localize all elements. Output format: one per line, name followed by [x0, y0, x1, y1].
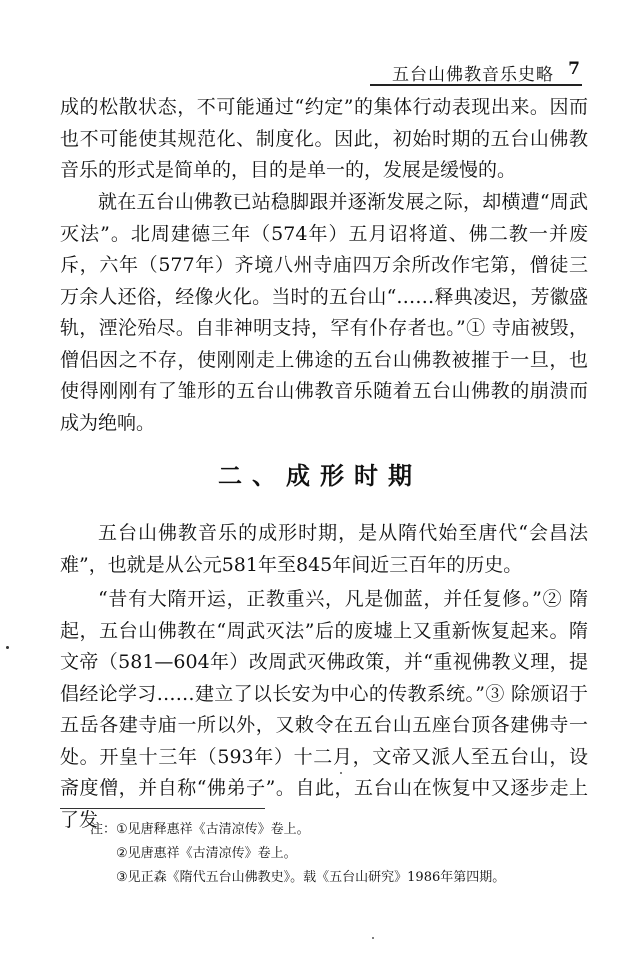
running-header-title: 五台山佛教音乐史略 [392, 65, 554, 85]
footnote-text: 见唐释惠祥《古清凉传》卷上。 [127, 822, 310, 837]
scan-speck [372, 937, 374, 939]
footnote-indent [90, 866, 116, 890]
footnote-intro: 注： [90, 822, 117, 837]
paragraph-zhou-wu-persecution [60, 187, 588, 439]
paragraph-text: 五台山佛教音乐的成形时期，是从隋代始至唐代“会昌法难”，也就是从公元581年至845年间近三百年的历史。 [60, 522, 588, 576]
footnote-text: 见唐惠祥《古清凉传》卷上。 [127, 846, 297, 861]
footnote-marker: ① [116, 822, 128, 837]
paragraph-text: 就在五台山佛教已站稳脚跟并逐渐发展之际，却横遭“周武灭法”。北周建德三年（574年）五月诏将道、佛二教一并废斥，六年（577年）齐境八州寺庙四万余所改作宅第，僧徒三万余人还俗，经像火化。当时的五台山“……释典凌迟，芳徽盛轨，湮沦殆尽。自非神明支持，罕有仆存者也。”① 寺庙被毁，僧侣因之不存，使刚刚走上佛途的五台山佛教被摧于一旦，也使得刚刚有了雏形的五台山佛教音乐随着五台山佛教的崩溃而成为绝响。 [60, 191, 588, 434]
paragraph-formation-intro [60, 518, 588, 581]
footnote-text: 见正森《隋代五台山佛教史》。载《五台山研究》1986年第四期。 [127, 870, 506, 885]
footnote-marker: ③ [116, 870, 128, 885]
footnote-indent [90, 842, 116, 866]
scan-speck [340, 772, 342, 774]
scan-margin-mark [6, 646, 9, 649]
paragraph-sui-revival [60, 584, 588, 836]
footnote-item [90, 842, 570, 866]
paragraph-text: “昔有大隋开运，正教重兴，凡是伽蓝，并任复修。”② 隋起，五台山佛教在“周武灭法”后的废墟上又重新恢复起来。隋文帝（581—604年）改周武灭佛政策，并“重视佛教义理，提倡经论学习……建立了以长安为中心的传教系统。”③ 除颁诏于五岳各建寺庙一所以外，又敕令在五台山五座台顶各建佛寺一处。开皇十三年（593年）十二月，文帝又派人至五台山，设斋度僧，并自称“佛弟子”。自此，五台山在恢复中又逐步走上了发 [60, 588, 588, 831]
footnote-item [90, 818, 570, 842]
footnote-item [90, 866, 570, 890]
running-header [0, 58, 640, 86]
footnotes [90, 818, 570, 890]
header-rule [370, 84, 582, 86]
paragraph-text: 成的松散状态，不可能通过“约定”的集体行动表现出来。因而也不可能使其规范化、制度化。因此，初始时期的五台山佛教音乐的形式是简单的，目的是单一的，发展是缓慢的。 [60, 96, 588, 181]
page-number: 7 [568, 59, 580, 79]
footnote-marker: ② [116, 846, 128, 861]
paragraph-continued [60, 92, 588, 187]
footnote-rule [60, 808, 265, 809]
section-heading: 二、成形时期 [218, 461, 422, 490]
